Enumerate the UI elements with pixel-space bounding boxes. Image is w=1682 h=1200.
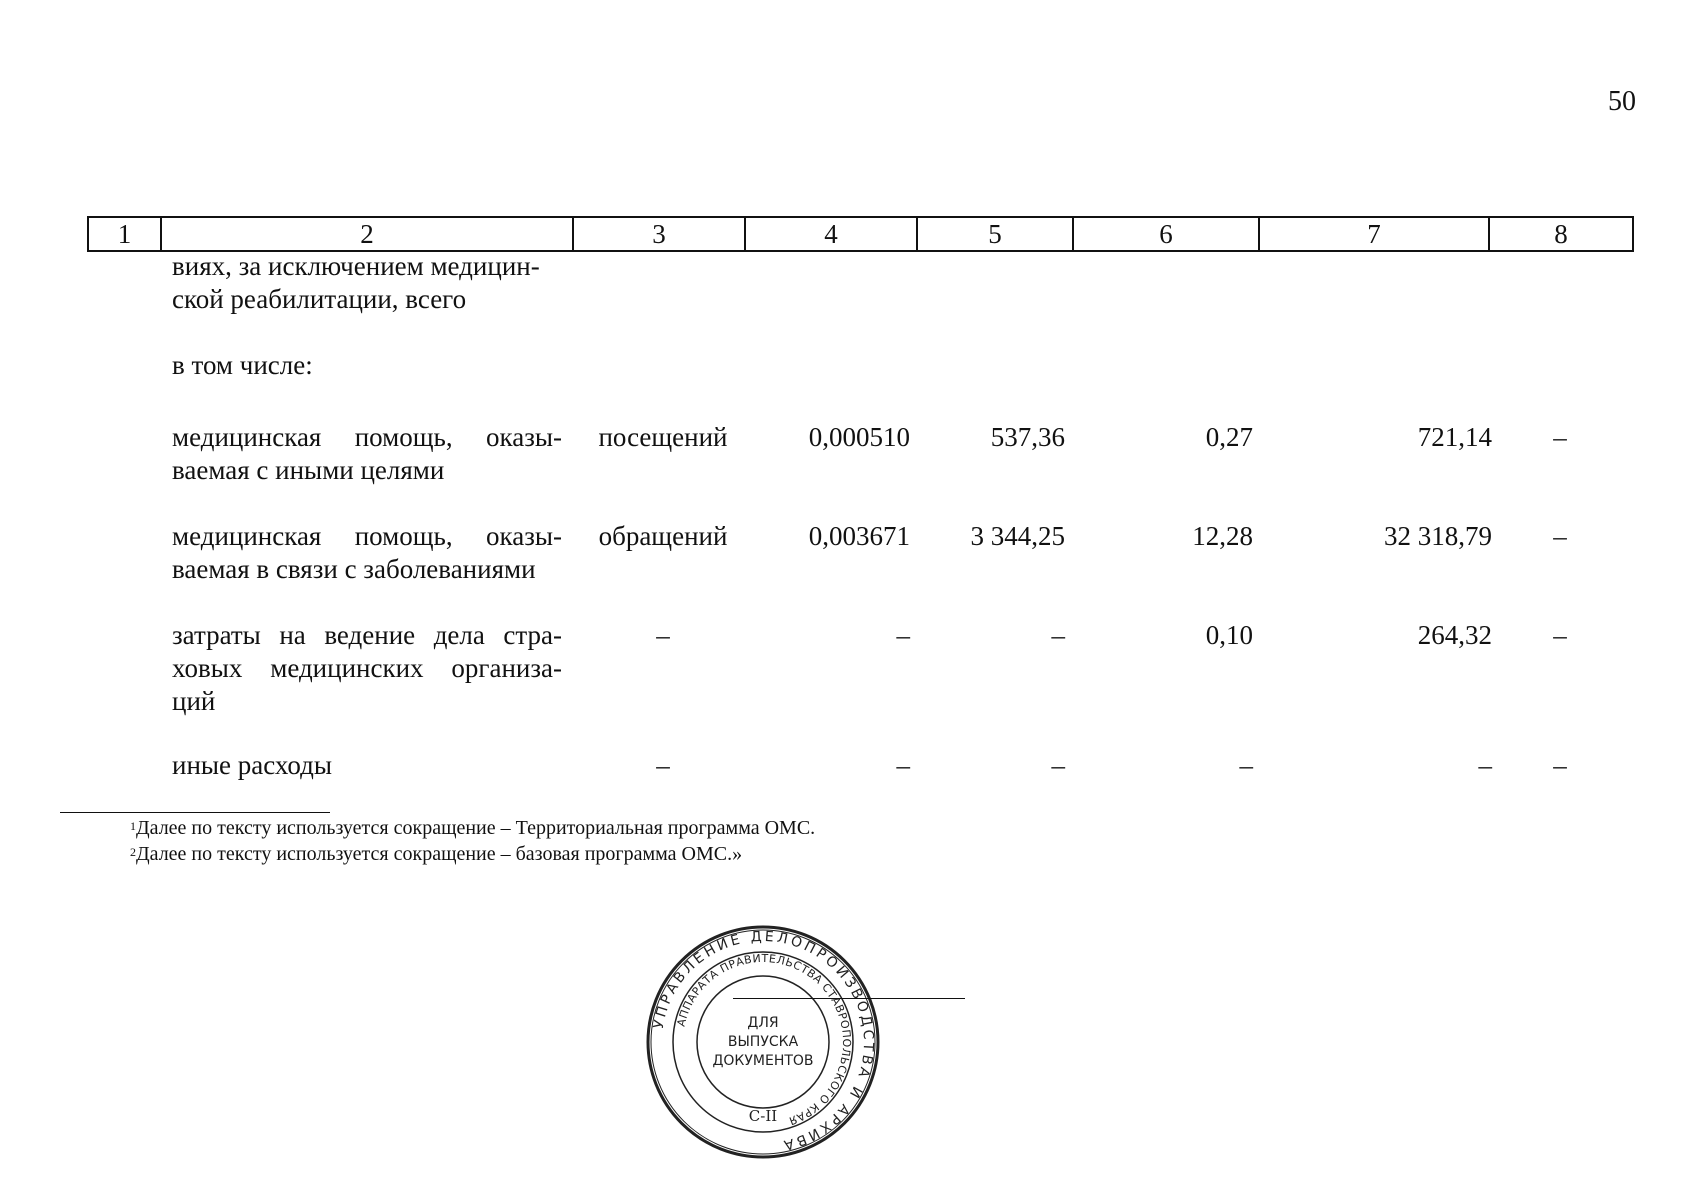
row-4-col-6: – bbox=[1239, 750, 1253, 780]
header-col-5: 5 bbox=[917, 217, 1073, 251]
row-4-unit: – bbox=[656, 750, 670, 780]
footnote-divider bbox=[60, 812, 330, 813]
row-1-col-4: 0,000510 bbox=[808, 422, 910, 452]
stamp-inner-text: АППАРАТА ПРАВИТЕЛЬСТВА СТАВРОПОЛЬСКОГО КРАЯ bbox=[674, 951, 854, 1128]
header-col-4: 4 bbox=[745, 217, 917, 251]
footnote-1 bbox=[130, 816, 815, 840]
footnote-1-mark: 1 bbox=[130, 819, 136, 833]
stamp-center-line-3: ДОКУМЕНТОВ bbox=[712, 1053, 814, 1069]
row-1-col-5: 537,36 bbox=[990, 422, 1065, 452]
stamp-center-line-2: ВЫПУСКА bbox=[727, 1034, 799, 1050]
row-1-col-6: 0,27 bbox=[1205, 422, 1253, 452]
header-col-6: 6 bbox=[1073, 217, 1259, 251]
footnote-2 bbox=[130, 842, 742, 866]
footnote-2-text: Далее по тексту используется сокращение – базовая программа ОМС.» bbox=[136, 843, 743, 865]
row-3-col-7: 264,32 bbox=[1417, 620, 1492, 650]
header-col-1: 1 bbox=[88, 217, 161, 251]
header-col-8: 8 bbox=[1489, 217, 1633, 251]
official-stamp bbox=[645, 924, 881, 1160]
row-2-unit: обращений bbox=[598, 521, 728, 551]
row-2-description: медицинская помощь, оказы-ваемая в связи с заболеваниями bbox=[172, 521, 562, 584]
table-header bbox=[87, 216, 1634, 252]
row-3-description: затраты на ведение дела стра-ховых медицинских организа-ций bbox=[172, 620, 562, 716]
in-total-label: в том числе: bbox=[172, 350, 313, 380]
row-3-unit: – bbox=[656, 620, 670, 650]
continuation-line-2: ской реабилитации, всего bbox=[172, 284, 467, 314]
row-2-col-5: 3 344,25 bbox=[970, 521, 1065, 551]
stamp-code: С-II bbox=[748, 1107, 778, 1125]
row-1-unit: посещений bbox=[598, 422, 728, 452]
row-3-col-4: – bbox=[896, 620, 910, 650]
header-col-3: 3 bbox=[573, 217, 745, 251]
signature-line bbox=[733, 998, 965, 999]
row-4-description: иные расходы bbox=[172, 750, 332, 780]
footnote-2-mark: 2 bbox=[130, 845, 136, 859]
page-number: 50 bbox=[1608, 86, 1636, 117]
footnote-1-text: Далее по тексту используется сокращение – Территориальная программа ОМС. bbox=[136, 817, 816, 839]
row-1-col-8: – bbox=[1553, 422, 1567, 452]
header-col-2: 2 bbox=[161, 217, 573, 251]
row-1-description: медицинская помощь, оказы-ваемая с иными целями bbox=[172, 422, 562, 485]
row-3-col-6: 0,10 bbox=[1205, 620, 1253, 650]
row-2-col-7: 32 318,79 bbox=[1384, 521, 1492, 551]
row-2-col-8: – bbox=[1553, 521, 1567, 551]
row-4-col-5: – bbox=[1051, 750, 1065, 780]
row-4-col-4: – bbox=[896, 750, 910, 780]
header-col-7: 7 bbox=[1259, 217, 1489, 251]
row-2-col-4: 0,003671 bbox=[808, 521, 910, 551]
row-3-col-8: – bbox=[1553, 620, 1567, 650]
stamp-center-line-1: ДЛЯ bbox=[747, 1015, 779, 1031]
row-4-col-8: – bbox=[1553, 750, 1567, 780]
continuation-line-1: виях, за исключением медицин- bbox=[172, 251, 540, 281]
row-3-col-5: – bbox=[1051, 620, 1065, 650]
stamp-outer-text: УПРАВЛЕНИЕ ДЕЛОПРОИЗВОДСТВА И АРХИВА bbox=[650, 928, 877, 1154]
row-1-col-7: 721,14 bbox=[1417, 422, 1492, 452]
row-2-col-6: 12,28 bbox=[1192, 521, 1253, 551]
row-4-col-7: – bbox=[1478, 750, 1492, 780]
